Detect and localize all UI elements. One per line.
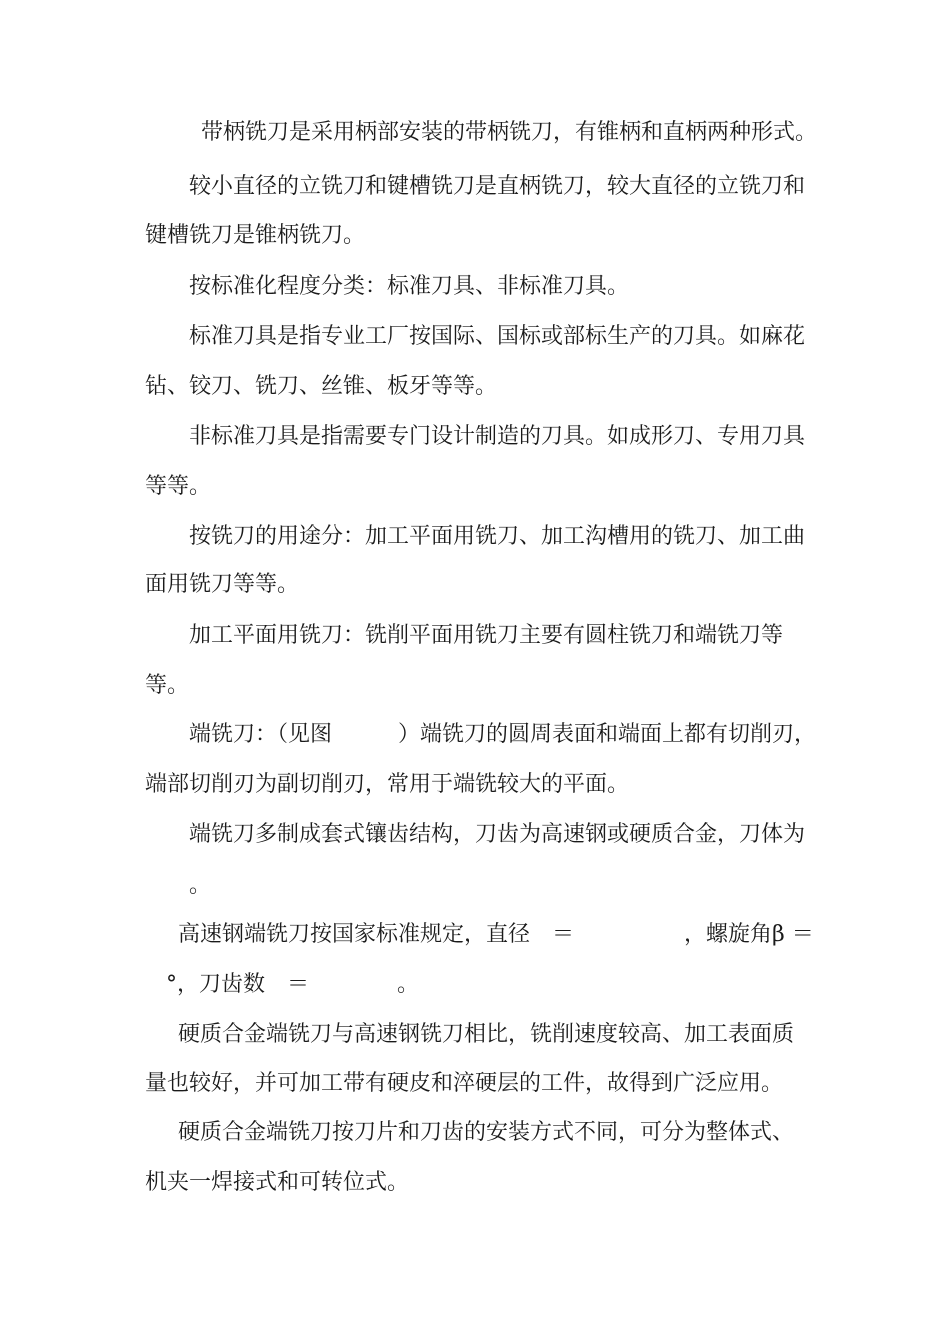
text-line: 非标准刀具是指需要专门设计制造的刀具。如成形刀、专用刀具	[189, 424, 806, 449]
text-line: 带柄铣刀是采用柄部安装的带柄铣刀，有锥柄和直柄两种形式。	[201, 120, 818, 145]
text-line: 端铣刀：（见图 ）端铣刀的圆周表面和端面上都有切削刃，	[189, 722, 817, 747]
text-line: 面用铣刀等等。	[145, 572, 300, 597]
text-line: 硬质合金端铣刀与高速钢铣刀相比，铣削速度较高、加工表面质	[178, 1022, 795, 1047]
text-line: 高速钢端铣刀按国家标准规定，直径 ＝ ，螺旋角β ＝	[178, 922, 814, 947]
text-line: 等等。	[145, 474, 212, 499]
text-line: 较小直径的立铣刀和键槽铣刀是直柄铣刀，较大直径的立铣刀和	[189, 174, 806, 199]
text-line: °，刀齿数 ＝ 。	[166, 972, 420, 997]
text-line: 键槽铣刀是锥柄铣刀。	[145, 223, 366, 248]
text-line: 量也较好，并可加工带有硬皮和淬硬层的工件，故得到广泛应用。	[145, 1071, 784, 1096]
text-line: 。	[189, 873, 212, 898]
text-line: 机夹一焊接式和可转位式。	[145, 1170, 410, 1195]
text-line: 端铣刀多制成套式镶齿结构，刀齿为高速钢或硬质合金，刀体为	[189, 822, 806, 847]
text-line: 标准刀具是指专业工厂按国际、国标或部标生产的刀具。如麻花	[189, 324, 806, 349]
text-line: 加工平面用铣刀：铣削平面用铣刀主要有圆柱铣刀和端铣刀等	[189, 623, 784, 648]
text-line: 等。	[145, 673, 190, 698]
text-line: 按标准化程度分类：标准刀具、非标准刀具。	[189, 274, 630, 299]
text-line: 按铣刀的用途分：加工平面用铣刀、加工沟槽用的铣刀、加工曲	[189, 524, 806, 549]
text-line: 钻、铰刀、铣刀、丝锥、板牙等等。	[145, 374, 498, 399]
text-line: 硬质合金端铣刀按刀片和刀齿的安装方式不同，可分为整体式、	[178, 1120, 795, 1145]
text-line: 端部切削刃为副切削刃，常用于端铣较大的平面。	[145, 772, 630, 797]
